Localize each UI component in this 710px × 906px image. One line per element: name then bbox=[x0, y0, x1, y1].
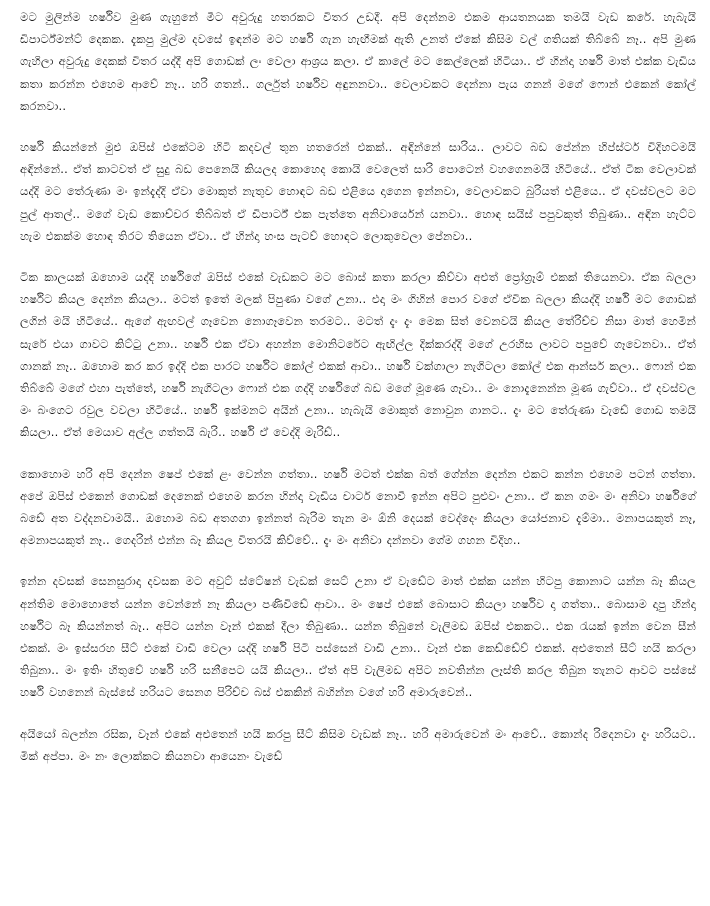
paragraph-2: හර්ෂි කියන්නේ මුළු ඔපිස් එකේටම හිටි කදවල් තුන හතරෙන් එකක්.. අඳින්නේ සාරිය.. ලාවට බඩ පේන්න හිප්ස්ටර් විදිහටමයි අඳින්නේ.. ඒත් කාටවත් ඒ සුදු බඩ පෙනෙයි කියලද කොහෙද කොයි වෙලෙත් සාරි පොටෙන් වහගෙනමයි හිටියේ.. ඒත් ටික වෙලාවක් යද්දි මට තේරුණා මං ඉන්දැද්දි ඒවා මොකුත් නැතුව හොඳට බඩ එළියෙ දාගෙන ඉන්නවා, වෙලාවකට බුරියත් එළියෙ.. ඒ දවස්වලට මට පුල් ආතල්.. මගේ වැඩ කොච්චර තිබ්බත් ඒ ඩිපාර්ට් එක පැත්තෙ අනිවාර්යෙන් යනවා.. හොඳ සයිස් පපුවකුත් තිබුණා.. අඳින හැට්ට හැම එකක්ම හොඳ තිරට තියෙන ඒවා.. ඒ හින්දා හංස පැටව් හොඳට ලොකුවෙලා පේනවා.. bbox=[20, 140, 696, 243]
paragraph-4: කොහොම හරි අපි දෙන්න ෂෙප් එකේ ළං වෙන්න ගත්තා.. හර්ෂි මටත් එක්ක බත් ගේන්න දෙන්න එකට කන්න එහෙම පටන් ගත්තා. අපේ ඔපිස් එකෙන් ගොඩක් දෙනෙක් එහෙම කරන හින්දා වැඩිය චාටර් නොවී ඉන්න අපිට පුළුවං උනා.. ඒ කන ගමං මං අනිවා හර්ෂිගේ බඩේ අත වද්දනවාමයි.. ඔහොම බඩ අතගගා ඉන්නත් බැරිම තැන මං ඕනි දෙයක් වෙද්දෙං කියලා යෝජනාව දැම්මා.. මනාපයකුත් නෑ, අමනාපයකුත් නෑ.. ගෙදරින් එන්න බෑ කියල විතරයි කිව්වේ.. දැං මං අනිවා දන්නවා ගේම ගහන විදිහ.. bbox=[20, 466, 696, 548]
paragraph-6: අයියෝ බලන්න රසික, වෑන් එකේ අළුතෙන් හයි කරපු සීට් කිසිම වැඩක් නෑ.. හරි අමාරුවෙන් මං ආවේ.. කොන්ද රිදෙනවා දැං හරියට.. මික් අප්පා. මං නං ලොක්කට කියනවා ආයෙනං වැඩේ bbox=[20, 726, 696, 763]
paragraph-5: ඉන්න දවසක් සෙනසුරාදා දවසක මට අවුට් ස්ටේෂන් වැඩක් සෙට් උනා ඒ වැඩේට මාත් එක්ක යන්න හිටපු කොනාට යන්න බෑ කියල අන්තිම මොහොතේ යන්න වෙන්නේ නෑ කියලා පණිවිඩේ ආවා.. මං ෂෙප් එකේ බොසාට කියලා හර්ෂිව දා ගත්තා.. බොසාම දාපු හින්දා හර්ෂිට බෑ කියන්නත් බෑ.. අපිට යන්න වෑන් එකක් දීලා තිබුණා.. යන්න තිබුනේ වැලිමඩ ඔපිස් එකකට.. එක රැයක් ඉන්න වෙන සීන් එකක්. මං ඉස්සරහ සීට් එකේ වාඩි වෙලා යද්දි හර්ෂි පිටි පස්සෙන් වාඩි උනා.. වෑන් එක කෙඩ්ඩේව් එකක්. අළුතෙන් සීට් හයි කරලා තිබුනා.. මං ඉතිං හිතුවේ හර්ෂි හරි සනීපෙට යයි කියලා.. ඒත් අපි වැලිමඩ අපිට නවතින්න ලෑස්ති කරල තිබුන තැනට ආවට පස්සේ හර්ෂි වහනෙන් බැස්සේ හරියට සෙනග පිරිච්ච බස් එකකින් බහින්න වගේ හරි අමාරුවෙන්.. bbox=[20, 574, 696, 700]
paragraph-3: ටික කාලයක් ඔහොම යද්දි හර්ෂිගේ ඔපිස් එකේ වැඩකට මට බොස් කතා කරලා කිව්වා අළුත් ප්‍රෝග්‍රෑම් එකක් තියෙනවා. ඒක බලලා හර්ෂිට කියල දෙන්න කියලා.. මටත් ඉතේ මලක් පිපුණා වගේ උනා.. එදා මං ගිහින් පොර වගේ ඒවික බලලා කියද්දි හර්ෂි මට ගොඩක් ලගින් මයි හිටියේ.. ඇගේ ඇඟවල් ගෑවෙන නොගෑවෙන තරමට.. මටත් දැං දැං මෙක සිත් වෙනවයි කියල තේරිච්ච නිසා මාත් හෙමින් සැරේ එයා ගාවට කිට්ටු උනා.. හර්ෂි එක ඒවා අහන්න මොනිටරේට ඇඟිල්ල දික්කරද්දි මගේ උරහිස ලාවට පපුවේ ගෑවෙනවා.. ඒත් ගානක් නෑ.. ඔහොම කර කර ඉද්දි එක පාරට හර්ෂිට කෝල් එකක් ආවා.. හර්ෂි වක්ගාලා නැගිටලා කෝල් එක ආන්සර් කලා.. ෆොන් එක තිබ්බේ මගේ එහා පැත්තේ, හර්ෂි නැගිටලා ෆොන් එක ගද්දි හර්ෂිගේ බඩ මගේ මූණෙ ගෑවා.. මං නොදැනෙන්න මූණ ගැව්වා.. ඒ දවස්වල මං බංගෙට රවුල වවලා හිටියේ.. හර්ෂි ඉක්මනට අයින් උනා.. හැබැයි මොකුත් නොවුන ගානට.. දැං මට තේරුණා වැඩේ ගොඩ තමයි කියලා.. ඒත් මෙයාව අල්ල ගත්තයි බැරි.. හර්ෂි ඒ වෙද්දි මැරිඩ්.. bbox=[20, 270, 696, 440]
paragraph-1: මට මුලින්ම හර්ෂිව මුණ ගැහුනේ මීට අවුරුදු හතරකට විතර උඩදී. අපි දෙන්නම එකම ආයතනයක තමයි වැඩ කරේ. හැබැයි ඩිපාර්ට්මන්ට් දෙකක. දැකපු මුල්ම දවසේ ඉඳන්ම මට හර්ෂි ගැන හැඟීමක් ඇති උනත් ඒකේ කිසිම වල් ගතියක් තිබ්බේ නෑ.. අපි මුණ ගැහිලා අවුරුදු දෙකක් විතර යද්දී අපි ගොඩක් ලං වෙලා ආශ්‍රය කලා. ඒ කාලේ මට කෙල්ලෙක් හිටියා.. ඒ හින්දා හර්ෂි මාත් එක්ක වැඩිය කතා කරන්න එහෙම ආවේ නෑ.. හරි ගතන්.. ගර්ලුත් හර්ෂිව අඳුනනවා.. වෙලාවකට දෙන්නා පැය ගනන් මගේ ෆොන් එකෙන් කෝල් කරනවා.. bbox=[20, 10, 696, 113]
